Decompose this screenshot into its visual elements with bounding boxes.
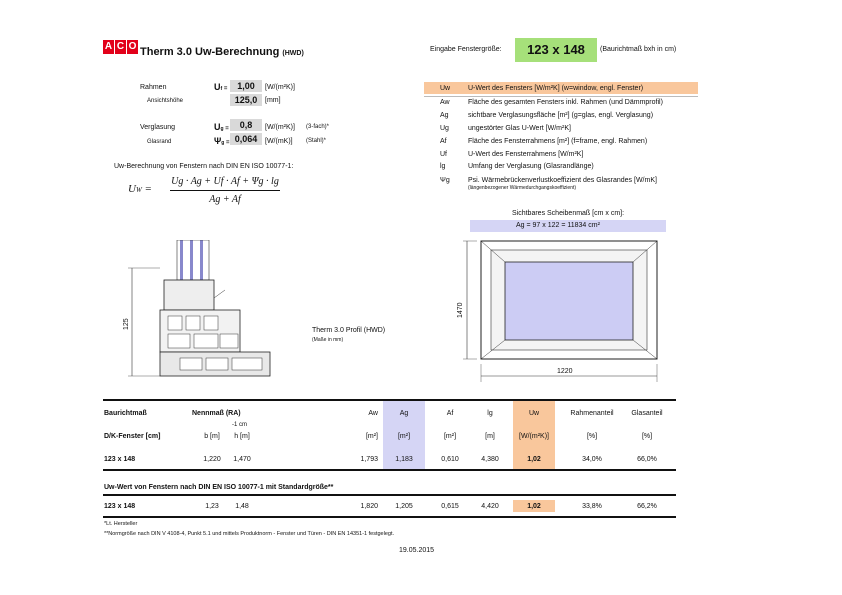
uf-value[interactable]: 1,00 xyxy=(230,80,262,92)
table-cell: 4,420 xyxy=(481,503,499,510)
psi-note: (Stahl)* xyxy=(306,138,327,144)
size-input[interactable]: 123 x 148 xyxy=(515,38,597,62)
window-width-label: 1220 xyxy=(557,368,573,375)
profile-title: Therm 3.0 Profil (HWD) xyxy=(312,327,386,334)
table-cell: Rahmenanteil xyxy=(570,410,614,417)
table-cell: 66,2% xyxy=(637,503,657,510)
legend-text: Fläche des Fensterrahmens [m²] (f=frame, engl. Rahmen) xyxy=(468,138,648,145)
table-cell: [m²] xyxy=(443,433,457,440)
table-cell: 1,02 xyxy=(527,503,541,510)
ug-unit: [W/(m²K)] xyxy=(265,124,295,131)
legend-symbol: Uw xyxy=(440,85,451,92)
table-cell: 34,0% xyxy=(582,456,602,463)
window-height-label: 1470 xyxy=(457,302,464,318)
legend-text: U-Wert des Fensterrahmens [W/m²K] xyxy=(468,151,584,158)
table-cell: 66,0% xyxy=(637,456,657,463)
profile-drawing xyxy=(120,240,290,382)
logo-letter: A xyxy=(104,41,113,52)
table-cell: 1,470 xyxy=(233,456,251,463)
table-cell: 1,48 xyxy=(235,503,249,510)
psi-symbol: Ψg = xyxy=(214,136,230,146)
table-cell: Uw xyxy=(528,410,540,417)
legend-text: U-Wert des Fensters [W/m²K] (w=window, engl. Fenster) xyxy=(468,85,644,92)
std-label: Uw-Wert von Fenstern nach DIN EN ISO 10077-1 mit Standardgröße** xyxy=(104,484,334,491)
ug-note: (3-fach)* xyxy=(306,124,330,130)
legend-extra: (längenbezogener Wärmedurchgangskoeffizient) xyxy=(468,185,577,191)
table-cell: 1,205 xyxy=(395,503,413,510)
table-cell: 1,23 xyxy=(205,503,219,510)
table-cell: 123 x 148 xyxy=(104,503,136,510)
table-cell: [m²] xyxy=(365,433,378,440)
table-cell: 0,610 xyxy=(441,456,459,463)
legend-text: sichtbare Verglasungsfläche [m²] (g=glas, engl. Verglasung) xyxy=(468,112,654,119)
legend-text: ungestörter Glas U-Wert [W/m²K] xyxy=(468,125,571,132)
footnote-1: *Lt. Hersteller xyxy=(104,521,138,527)
ug-value[interactable]: 0,8 xyxy=(230,119,262,131)
profile-dim-label: 125 xyxy=(123,318,130,330)
table-cell: lg xyxy=(487,410,493,417)
table-cell: 33,8% xyxy=(582,503,602,510)
legend-symbol: lg xyxy=(440,163,446,170)
verglasung-label: Verglasung xyxy=(140,124,176,131)
table-cell: [m] xyxy=(485,433,495,440)
legend-text: Psi. Wärmebrückenverlustkoeffizient des Glasrandes [W/mK] xyxy=(468,177,657,184)
formula-numerator: Ug · Ag + Uf · Af + Ψg · lg xyxy=(171,176,279,187)
page-title: Therm 3.0 Uw-Berechnung (HWD) xyxy=(140,46,304,58)
window-caption: Sichtbares Scheibenmaß [cm x cm]: xyxy=(512,210,625,217)
table-cell: 1,220 xyxy=(203,456,221,463)
legend-symbol: Ag xyxy=(440,112,449,119)
ag-line: Ag = 97 x 122 = 11834 cm² xyxy=(470,220,666,232)
formula-label: Uw-Berechnung von Fenstern nach DIN EN ISO 10077-1: xyxy=(114,163,294,170)
table-cell: Baurichtmaß xyxy=(104,410,147,417)
table-cell: Nennmaß (RA) xyxy=(192,410,241,417)
table-cell: D/K-Fenster [cm] xyxy=(104,433,161,440)
table-cell: Glasanteil xyxy=(631,410,663,417)
table-subnote: -1 cm xyxy=(232,422,247,428)
ansicht-label: Ansichtshöhe xyxy=(147,98,184,104)
table-cell: 4,380 xyxy=(481,456,499,463)
logo-letter: O xyxy=(128,41,137,52)
table-cell: Aw xyxy=(368,410,378,417)
window-drawing xyxy=(455,236,675,384)
formula-denominator: Ag + Af xyxy=(209,194,241,205)
table-cell: 123 x 148 xyxy=(104,456,136,463)
table-cell: h [m] xyxy=(234,433,250,440)
table-cell: [W/(m²K)] xyxy=(519,433,549,440)
uf-unit: [W/(m²K)] xyxy=(265,84,295,91)
table-cell: Ag xyxy=(399,410,409,417)
psi-value[interactable]: 0,064 xyxy=(230,133,262,145)
size-input-label: Eingabe Fenstergröße: xyxy=(430,46,502,53)
legend-symbol: Af xyxy=(440,138,447,145)
ug-symbol: Ug = xyxy=(214,122,229,132)
table-cell: [%] xyxy=(641,433,653,440)
uf-symbol: Uf = xyxy=(214,82,228,92)
rahmen-label: Rahmen xyxy=(140,84,167,91)
size-input-unit: (Baurichtmaß bxh in cm) xyxy=(600,46,677,53)
psi-unit: [W/(mK)] xyxy=(265,138,293,145)
legend-symbol: Uf xyxy=(440,151,447,158)
footnote-2: **Normgröße nach DIN V 4108-4, Punkt 5.1 und mittels Produktnorm - Fenster und Türen - DIN EN 14351-1 festgelegt. xyxy=(104,531,395,537)
logo-letter: C xyxy=(116,41,125,52)
table-cell: b [m] xyxy=(204,433,220,440)
table-cell: [m²] xyxy=(397,433,411,440)
table-cell: 1,183 xyxy=(395,456,413,463)
table-cell: [%] xyxy=(586,433,598,440)
legend-text: Umfang der Verglasung (Glasrandlänge) xyxy=(468,163,594,170)
legend-text: Fläche des gesamten Fensters inkl. Rahmen (und Dämmprofil) xyxy=(468,99,663,106)
profile-subtitle: (Maße in mm) xyxy=(312,337,344,343)
table-cell: 1,820 xyxy=(360,503,378,510)
legend-symbol: Ψg xyxy=(440,177,450,184)
date: 19.05.2015 xyxy=(399,547,435,554)
ansicht-value[interactable]: 125,0 xyxy=(230,94,262,106)
ansicht-unit: [mm] xyxy=(265,97,281,104)
formula-lhs: UW = xyxy=(128,183,152,195)
aco-logo xyxy=(103,40,139,54)
legend-symbol: Ug xyxy=(440,125,449,132)
table-cell: 1,02 xyxy=(527,456,541,463)
table-cell: Af xyxy=(446,410,454,417)
legend-symbol: Aw xyxy=(440,99,450,106)
glasrand-label: Glasrand xyxy=(147,139,172,145)
table-cell: 1,793 xyxy=(360,456,378,463)
table-cell: 0,615 xyxy=(441,503,459,510)
